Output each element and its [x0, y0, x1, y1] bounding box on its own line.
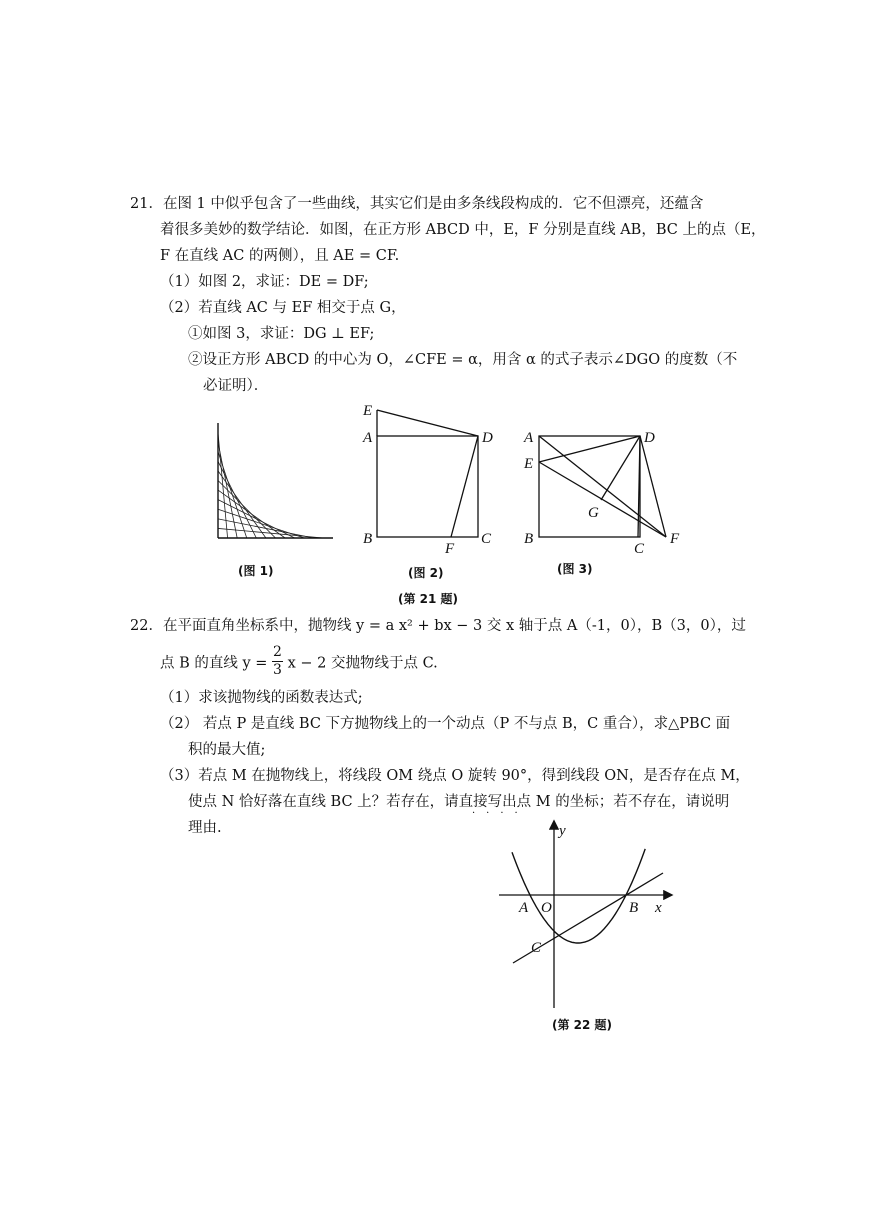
- question-21-figure-caption: (第 21 题): [398, 592, 459, 606]
- emphasis-dots: ····: [472, 808, 529, 819]
- fraction-denominator: 3: [273, 662, 282, 678]
- fig2-label-C: C: [481, 531, 492, 547]
- fig3-label-C: C: [634, 541, 645, 557]
- q21-part-2b-line-2: 必证明）．: [203, 378, 269, 394]
- graph-label-O: O: [541, 900, 552, 916]
- q22-part-3-line-1: （3）若点 M 在抛物线上，将线段 OM 绕点 O 旋转 90°，得到线段 ON，是否存在点 M，: [160, 768, 750, 784]
- fig2-label-D: D: [482, 430, 493, 446]
- q21-part-2a: ①如图 3，求证：DG ⊥ EF;: [188, 326, 375, 342]
- question-22-figure-caption: (第 22 题): [552, 1018, 613, 1032]
- fig2-label-F: F: [445, 541, 455, 557]
- fraction-numerator: 2: [273, 644, 282, 660]
- fig3-label-F: F: [670, 531, 680, 547]
- q22-part-1: （1）求该抛物线的函数表达式;: [160, 690, 363, 706]
- figure-2-caption: (图 2): [408, 566, 444, 580]
- q21-line-3: F 在直线 AC 的两侧），且 AE = CF.: [160, 248, 400, 264]
- figure-2-square-diagram: [360, 405, 500, 555]
- graph-label-C: C: [531, 940, 542, 956]
- fig2-label-E: E: [363, 403, 373, 419]
- graph-label-A: A: [519, 900, 529, 916]
- fig2-label-B: B: [363, 531, 373, 547]
- q22-part-2-line-2: 积的最大值;: [188, 742, 266, 758]
- q21-part-1: （1）如图 2，求证：DE = DF;: [160, 274, 369, 290]
- fig3-label-E: E: [524, 456, 534, 472]
- fig3-label-A: A: [524, 430, 534, 446]
- q22-line-2-suffix: x − 2 交抛物线于点 C.: [287, 655, 438, 672]
- fig3-label-B: B: [524, 531, 534, 547]
- figure-1-caption: (图 1): [238, 564, 274, 578]
- q21-part-2b-line-1: ②设正方形 ABCD 的中心为 O，∠CFE = α，用含 α 的式子表示∠DGO 的度数（不: [188, 352, 738, 368]
- q22-part-3-line-2: 使点 N 恰好落在直线 BC 上？若存在，请直接写出点 M 的坐标；若不存在，请说明: [188, 794, 730, 810]
- q21-line-2: 着很多美妙的数学结论．如图，在正方形 ABCD 中，E，F 分别是直线 AB，BC 上的点（E，: [160, 222, 766, 238]
- figure-3-square-diagram: [520, 405, 690, 555]
- slope-fraction: [272, 644, 283, 679]
- fig3-label-D: D: [644, 430, 655, 446]
- q22-part-2-line-1: （2） 若点 P 是直线 BC 下方抛物线上的一个动点（P 不与点 B，C 重合），求△PBC 面: [160, 716, 731, 732]
- figure-1-envelope-diagram: [215, 420, 335, 545]
- figure-3-caption: (图 3): [557, 562, 593, 576]
- q21-part-2: （2）若直线 AC 与 EF 相交于点 G，: [160, 300, 406, 316]
- parabola-graph: [495, 818, 685, 1018]
- q22-line-2: [160, 646, 438, 681]
- q21-line-1: 21．在图 1 中似乎包含了一些曲线，其实它们是由多条线段构成的．它不但漂亮，还蕴含: [130, 196, 704, 212]
- q22-line-1: 22．在平面直角坐标系中，抛物线 y = a x² + bx − 3 交 x 轴于点 A（-1，0），B（3，0），过: [130, 618, 746, 634]
- q22-part-3-line-3: 理由.: [188, 820, 222, 836]
- graph-label-x: x: [655, 900, 662, 916]
- q22-line-2-prefix: 点 B 的直线 y =: [160, 655, 268, 672]
- fig3-label-G: G: [588, 505, 599, 521]
- graph-label-y: y: [559, 823, 566, 839]
- fig2-label-A: A: [363, 430, 373, 446]
- graph-label-B: B: [629, 900, 639, 916]
